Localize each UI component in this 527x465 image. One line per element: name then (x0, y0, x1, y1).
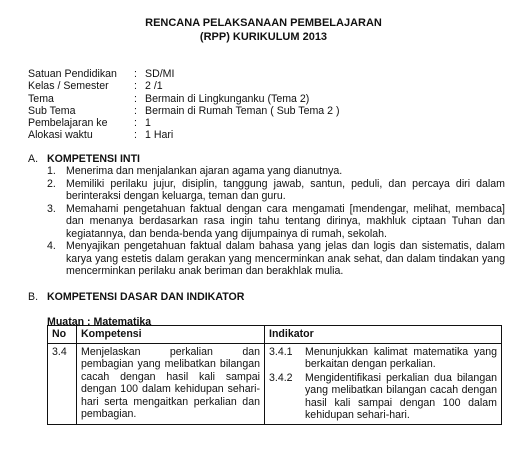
identity-colon: : (134, 117, 137, 130)
identity-block (28, 68, 498, 142)
identity-row (28, 93, 498, 105)
identity-colon: : (134, 80, 137, 93)
list-item (47, 240, 505, 278)
column-header-no: No (48, 326, 77, 344)
identity-colon: : (134, 68, 137, 80)
muatan-label: Muatan : Matematika (47, 316, 152, 328)
section-b-letter: B. (28, 291, 39, 303)
kompetensi-cell: Menjelaskan perkalian dan pembagian yang melibatkan bilangan cacah dengan hasil kali sampai dengan 100 dalam kehidupan sehari-hari serta mengaitkan perkalian dan pembagian. (77, 343, 265, 424)
list-item-number: 4. (47, 240, 56, 252)
identity-colon: : (134, 129, 137, 142)
document-title: RENCANA PELAKSANAAN PEMBELAJARAN (145, 17, 382, 29)
section-a-heading (28, 153, 140, 166)
list-item (47, 178, 505, 203)
list-item-text: Menerima dan menjalankan ajaran agama yang dianutnya. (66, 165, 343, 177)
identity-label: Sub Tema (28, 104, 76, 117)
identity-row (28, 105, 498, 117)
column-header-kompetensi: Kompetensi (77, 326, 265, 344)
list-item-text: Memiliki perilaku jujur, disiplin, tanggung jawab, santun, peduli, dan percaya diri dalam berinteraksi dengan keluarga, teman dan guru. (66, 177, 505, 202)
identity-label: Pembelajaran ke (28, 117, 108, 130)
table-header-row (48, 326, 502, 344)
kompetensi-inti-list (47, 165, 505, 278)
kompetensi-table (47, 325, 502, 425)
identity-colon: : (134, 92, 137, 105)
identity-colon: : (134, 104, 137, 117)
identity-row (28, 117, 498, 129)
identity-value: SD/MI (145, 68, 175, 80)
identity-label: Kelas / Semester (28, 80, 109, 93)
section-a-letter: A. (28, 153, 39, 165)
indikator-text: Mengidentifikasi perkalian dua bilangan yang melibatkan bilangan cacah dengan hasil kali sampai dengan 100 dalam kehidupan sehari-hari. (305, 371, 497, 421)
identity-row (28, 129, 498, 141)
identity-value: Bermain di Lingkunganku (Tema 2) (145, 92, 310, 105)
identity-value: 1 Hari (145, 129, 174, 142)
identity-value: 2 /1 (145, 80, 163, 93)
list-item-number: 1. (47, 165, 56, 177)
indikator-text: Menunjukkan kalimat matematika yang berkaitan dengan perkalian. (305, 345, 497, 370)
section-a-title: KOMPETENSI INTI (47, 153, 140, 165)
section-b-title: KOMPETENSI DASAR DAN INDIKATOR (47, 291, 245, 303)
indikator-item (269, 346, 497, 371)
list-item (47, 203, 505, 241)
section-b-heading (28, 291, 244, 304)
identity-label: Alokasi waktu (28, 129, 93, 142)
identity-value: 1 (145, 117, 151, 130)
document-subtitle: (RPP) KURIKULUM 2013 (199, 31, 328, 43)
list-item-text: Memahami pengetahuan faktual dengan cara mengamati [mendengar, melihat, membaca] dan menanya berdasarkan rasa ingin tahu tentang dirinya, makhluk ciptaan Tuhan dan kegiatannya, dan benda-benda yang dijumpainya di rumah, sekolah. (66, 202, 505, 240)
identity-value: Bermain di Rumah Teman ( Sub Tema 2 ) (145, 104, 340, 117)
list-item-number: 2. (47, 177, 56, 190)
list-item (47, 165, 505, 178)
identity-row (28, 68, 498, 80)
row-number: 3.4 (48, 343, 77, 424)
indikator-cell (265, 343, 502, 424)
list-item-text: Menyajikan pengetahuan faktual dalam bahasa yang jelas dan logis dan sistematis, dalam karya yang estetis dalam gerakan yang mencerminkan anak sehat, dan dalam tindakan yang mencerminkan perilaku anak beriman dan berakhlak mulia. (66, 240, 505, 277)
identity-row (28, 80, 498, 92)
indikator-number: 3.4.1 (269, 345, 293, 358)
list-item-number: 3. (47, 202, 56, 215)
column-header-indikator: Indikator (265, 326, 502, 344)
table-row (48, 343, 502, 424)
indikator-item (269, 372, 497, 422)
indikator-number: 3.4.2 (269, 371, 293, 384)
identity-label: Satuan Pendidikan (28, 68, 117, 80)
identity-label: Tema (28, 92, 54, 105)
